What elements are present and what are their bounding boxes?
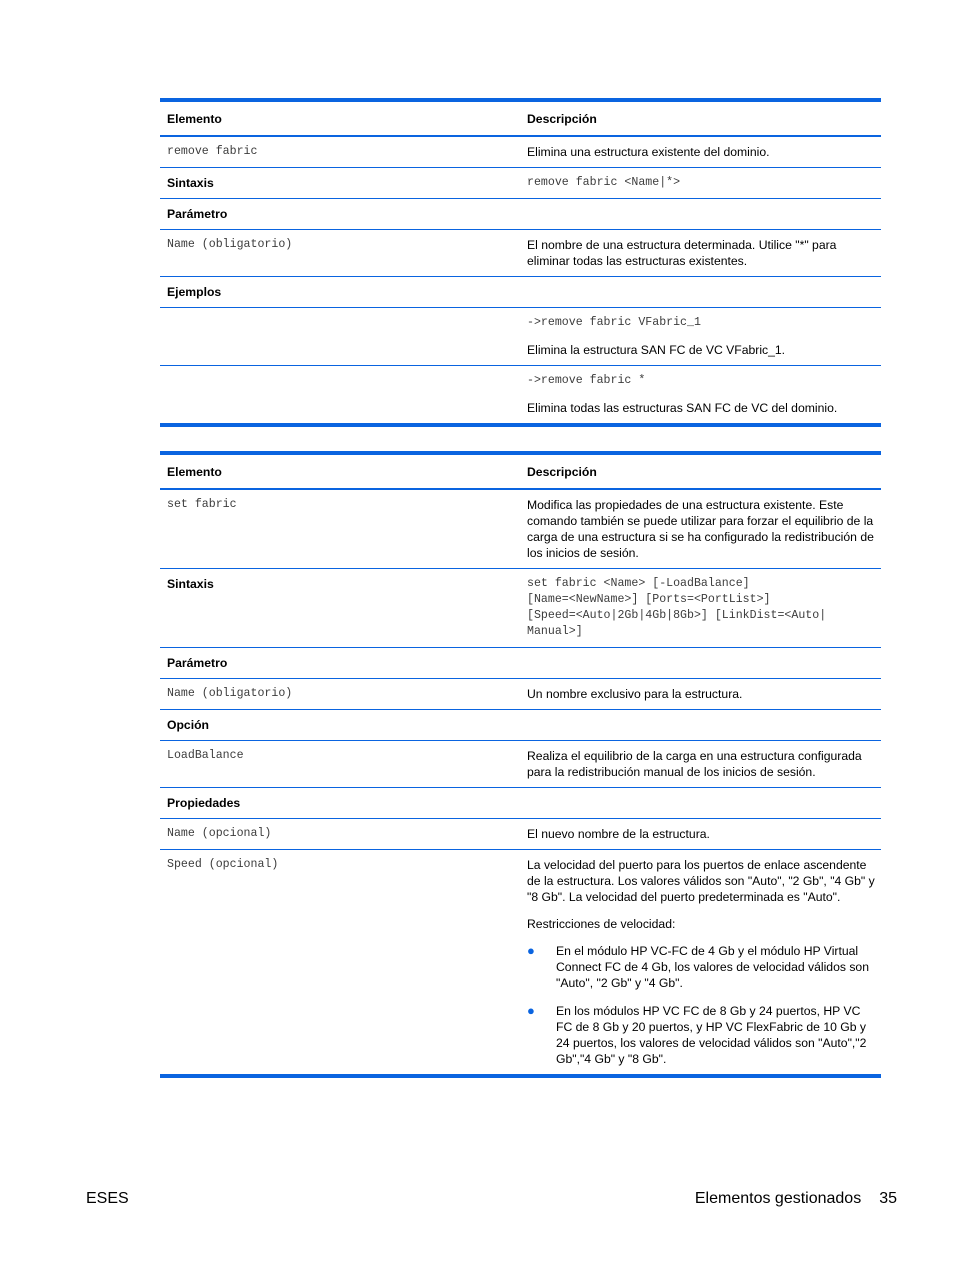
header-description: Descripción: [527, 465, 597, 479]
syntax-line: [Name=<NewName>] [Ports=<PortList>]: [527, 593, 771, 606]
example-code: ->remove fabric *: [527, 374, 646, 387]
table-row: [160, 490, 881, 569]
parameter-name: Name (obligatorio): [167, 687, 293, 700]
header-element: Elemento: [167, 112, 222, 126]
command-name: remove fabric: [167, 145, 258, 158]
list-item-text: En el módulo HP VC-FC de 4 Gb y el módulo HP Virtual Connect FC de 4 Gb, los valores de velocidad válidos son "Auto", "2 Gb" y "4 Gb".: [556, 944, 869, 990]
footer-locale: ESES: [86, 1190, 129, 1207]
property-description-cell: [521, 850, 881, 1074]
example-description: Elimina todas las estructuras SAN FC de VC del dominio.: [527, 401, 838, 415]
syntax-code: [521, 569, 881, 647]
list-item: [527, 943, 875, 991]
parameter-name: Name (obligatorio): [167, 238, 293, 251]
syntax-code: remove fabric <Name|*>: [527, 176, 681, 189]
option-name: LoadBalance: [167, 749, 244, 762]
table-row: [160, 137, 881, 168]
option-description: Realiza el equilibrio de la carga en una estructura configurada para la redistribución manual de los inicios de sesión.: [527, 749, 862, 779]
example-description: Elimina la estructura SAN FC de VC VFabric_1.: [527, 343, 786, 357]
property-name: Name (opcional): [167, 827, 272, 840]
syntax-line: [Speed=<Auto|2Gb|4Gb|8Gb>] [LinkDist=<Auto|: [527, 609, 827, 622]
parameter-label: Parámetro: [167, 207, 228, 221]
table-row: [160, 788, 881, 819]
syntax-label: Sintaxis: [167, 176, 214, 190]
parameter-description: Un nombre exclusivo para la estructura.: [527, 687, 743, 701]
table-row: [160, 366, 881, 427]
property-description: El nuevo nombre de la estructura.: [527, 827, 710, 841]
bullet-icon: ●: [527, 1003, 535, 1018]
table-row: [160, 230, 881, 277]
table-row: [160, 308, 881, 366]
table-row: [160, 199, 881, 230]
parameter-description: El nombre de una estructura determinada. Utilice "*" para eliminar todas las estructuras existentes.: [527, 238, 837, 268]
footer-section-title: Elementos gestionados: [694, 1190, 862, 1207]
syntax-line: set fabric <Name> [-LoadBalance]: [527, 577, 750, 590]
footer-section: [695, 1190, 897, 1208]
header-description: Descripción: [527, 112, 597, 126]
table-row: [160, 850, 881, 1078]
syntax-label: Sintaxis: [167, 577, 214, 591]
option-label: Opción: [167, 718, 209, 732]
table-row: [160, 168, 881, 199]
page-number: 35: [879, 1190, 897, 1207]
table-row: [160, 569, 881, 648]
bullet-icon: ●: [527, 943, 535, 958]
examples-label: Ejemplos: [167, 285, 222, 299]
list-item: [527, 1003, 875, 1067]
command-description: Elimina una estructura existente del dominio.: [527, 145, 770, 159]
command-name: set fabric: [167, 498, 237, 511]
parameter-label: Parámetro: [167, 656, 228, 670]
properties-label: Propiedades: [167, 796, 241, 810]
table-row: [160, 741, 881, 788]
example-cell: [521, 308, 881, 365]
list-item-text: En los módulos HP VC FC de 8 Gb y 24 puertos, HP VC FC de 8 Gb y 20 puertos, y HP VC FlexFabric de 10 Gb y 24 puertos, los valores de velocidad válidos son "Auto","2 Gb","4 Gb" y "8 Gb".: [556, 1004, 867, 1066]
syntax-line: Manual>]: [527, 625, 583, 638]
example-code: ->remove fabric VFabric_1: [527, 316, 701, 329]
restrictions-heading: Restricciones de velocidad:: [527, 917, 676, 931]
property-name: Speed (opcional): [167, 858, 279, 871]
table-row: [160, 819, 881, 850]
header-element: Elemento: [167, 465, 222, 479]
property-description: La velocidad del puerto para los puertos de enlace ascendente de la estructura. Los valores válidos son "Auto", "2 Gb", "4 Gb" y "8 Gb". La velocidad del puerto predeterminada es "Auto".: [527, 858, 875, 904]
set-fabric-table: [160, 451, 881, 1078]
example-cell: [521, 366, 881, 423]
table-row: [160, 277, 881, 308]
table-row: [160, 679, 881, 710]
table-row: [160, 648, 881, 679]
table-row: [160, 710, 881, 741]
remove-fabric-table: [160, 98, 881, 427]
table-header-row: [160, 451, 881, 490]
command-description: Modifica las propiedades de una estructura existente. Este comando también se puede utilizar para forzar el equilibrio de la carga de una estructura si se ha configurado la redistribución de los inicios de sesión.: [527, 498, 874, 560]
table-header-row: [160, 98, 881, 137]
